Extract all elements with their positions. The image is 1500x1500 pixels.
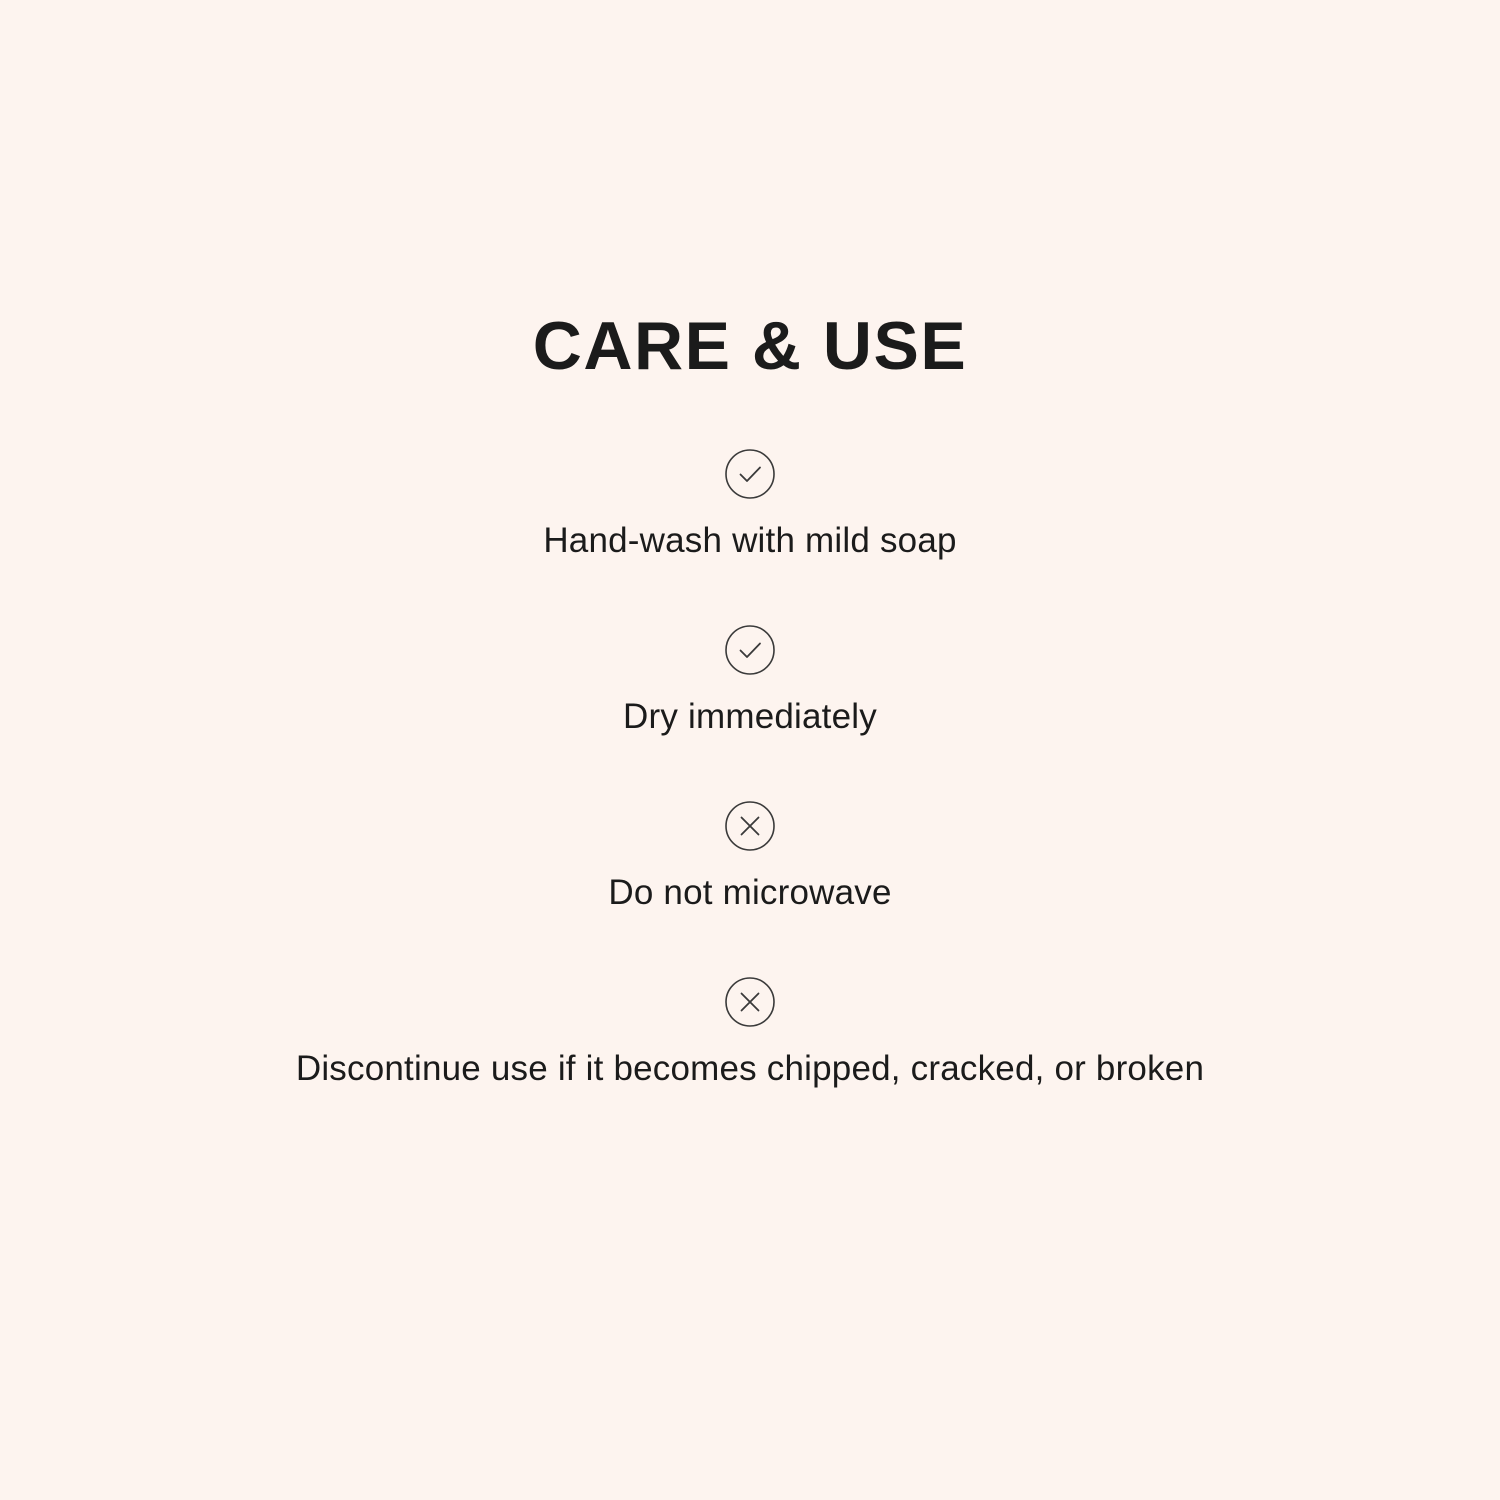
list-item [0, 800, 1500, 914]
care-item-label: Do not microwave [608, 873, 892, 912]
care-item-label: Discontinue use if it becomes chipped, cracked, or broken [295, 1049, 1205, 1088]
cross-circle-icon [724, 800, 776, 852]
care-item-label: Dry immediately [623, 697, 877, 736]
check-circle-icon [724, 448, 776, 500]
care-item-label: Hand-wash with mild soap [543, 521, 957, 560]
care-instructions-list [0, 448, 1500, 1090]
cross-circle-icon [724, 976, 776, 1028]
page-title: CARE & USE [532, 308, 968, 384]
list-item [0, 976, 1500, 1090]
list-item [0, 448, 1500, 562]
list-item [0, 624, 1500, 738]
check-circle-icon [724, 624, 776, 676]
